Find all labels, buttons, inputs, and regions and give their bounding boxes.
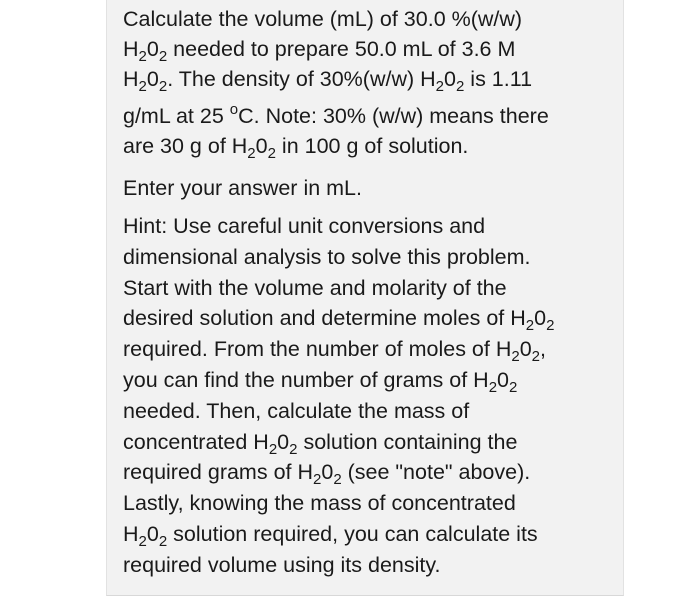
question-content: [123, 4, 623, 581]
question-panel: [106, 0, 624, 596]
hint-line: dimensional analysis to solve this problem.: [123, 244, 531, 269]
question-line: Calculate the volume (mL) of 30.0 %(w/w): [123, 7, 523, 31]
question-line: g/mL at 25 $^o$C. Note: 30% (w/w) means there: [123, 100, 549, 128]
hint-line: Start with the volume and molarity of the: [123, 275, 507, 300]
hint-line: required. From the number of moles of $H_20_2$,: [123, 337, 546, 366]
hint-line: desired solution and determine moles of $H_20_2$: [123, 306, 555, 335]
hint-line: you can find the number of grams of $H_20_2$: [123, 368, 518, 396]
hint-line: required grams of $H_20_2$ (see "note" above).: [123, 460, 531, 489]
hint-text: [123, 211, 623, 581]
hint-line: Lastly, knowing the mass of concentrated: [123, 491, 516, 516]
instruction-text: Enter your answer in mL.: [123, 176, 362, 201]
hint-line: Hint: Use careful unit conversions and: [123, 214, 486, 239]
question-text: [123, 4, 623, 161]
hint-line: needed. Then, calculate the mass of: [123, 398, 470, 423]
question-line: $H_20_2$ needed to prepare 50.0 mL of 3.6 M: [123, 37, 516, 66]
question-line: are 30 g of $H_20_2$ in 100 g of solution.: [123, 133, 469, 162]
hint-line: concentrated $H_20_2$ solution containing the: [123, 429, 518, 458]
question-line: $H_20_2$. The density of 30%(w/w) $H_20_2$ is 1.11: [123, 67, 533, 96]
hint-line: required volume using its density.: [123, 552, 441, 577]
hint-line: $H_20_2$ solution required, you can calculate its: [123, 521, 538, 550]
